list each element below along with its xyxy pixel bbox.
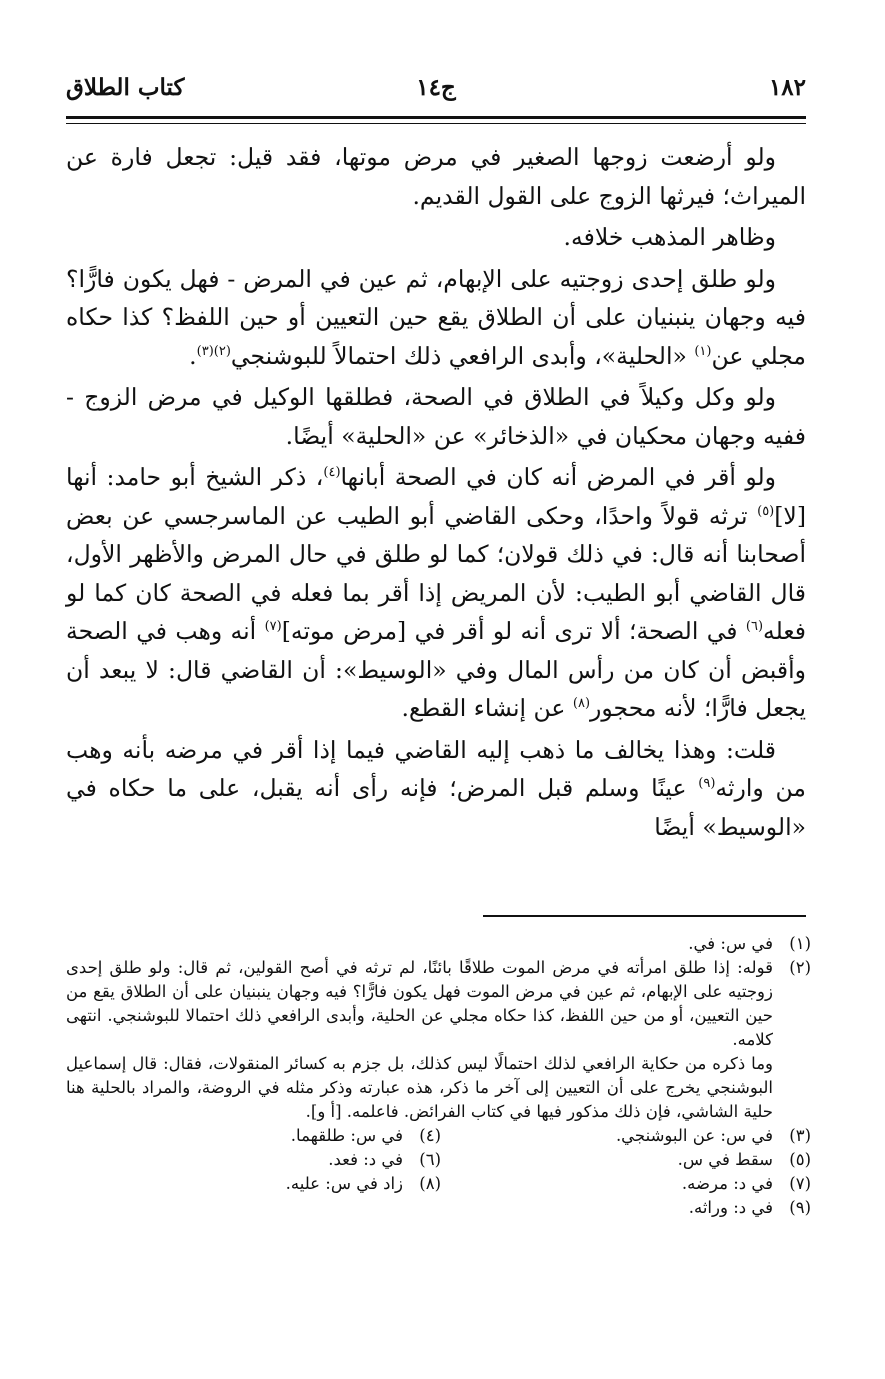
text-run: ولو أرضعت زوجها الصغير في مرض موتها، فقد قيل: تجعل فارة عن الميراث؛ فيرثها الزوج على القول القديم.	[66, 143, 806, 210]
paragraph	[66, 260, 806, 376]
paragraph	[66, 378, 806, 455]
footnote-6	[71, 1148, 441, 1172]
footnote-3	[441, 1124, 811, 1148]
header-volume: ج١٤	[416, 74, 456, 101]
footnote-text: في د: وراثه.	[688, 1198, 773, 1217]
footnote-number: (٤)	[419, 1126, 441, 1145]
footnote-text: في س: طلقهما.	[290, 1126, 403, 1145]
footnote-9	[441, 1196, 811, 1220]
text-run: عن إنشاء القطع.	[401, 694, 573, 722]
footnote-ref[interactable]: (٦)	[745, 619, 764, 634]
text-run: .	[189, 341, 197, 370]
footnote-paragraph: قوله: إذا طلق امرأته في مرض الموت طلاقًا بائنًا، لم ترثه في أصح القولين، ثم قال: ولو طلق إحدى زوجتيه على الإبهام، ثم عين في مرض الموت فهل يكون فارًّا؟ فيه وجهان ينبنيان على أن الطلاق يقع من حين التعيين، أو من حين اللفظ، كذا حكاه مجلي عن الحلية، وأبدى الرافعي ذلك احتمالا للبوشنجي. انتهى كلامه.	[66, 958, 773, 1049]
footnote-2	[66, 956, 811, 1124]
paragraph	[66, 218, 806, 257]
footnote-text: في س: في.	[688, 934, 773, 953]
main-text	[66, 138, 806, 898]
header-page-number: ١٨٢	[768, 74, 806, 101]
paragraph	[66, 138, 806, 215]
text-run: في الصحة؛ ألا ترى أنه لو أقر في [مرض موته]	[281, 617, 746, 645]
footnote-text: في د: فعد.	[328, 1150, 403, 1169]
footnote-ref[interactable]: (١)	[694, 343, 712, 359]
text-run: قلت: وهذا يخالف ما ذهب إليه القاضي فيما إذا أقر في مرضه بأنه وهب من وارثه	[66, 735, 806, 802]
footnote-ref[interactable]: (٩)	[698, 776, 716, 791]
footnote-8	[71, 1172, 441, 1196]
header-rule-thin	[66, 123, 806, 124]
footnote-ref[interactable]: (٤)	[323, 465, 341, 480]
footnote-ref[interactable]: (٨)	[572, 696, 591, 711]
footnote-7	[441, 1172, 811, 1196]
header-book-title: كتاب الطلاق	[66, 74, 185, 101]
footnote-text: في د: مرضه.	[681, 1174, 773, 1193]
footnote-text: زاد في س: عليه.	[285, 1174, 403, 1193]
paragraph	[66, 731, 806, 847]
footnote-text	[66, 956, 773, 1124]
footnotes	[66, 932, 811, 1312]
footnote-number: (٩)	[789, 1198, 811, 1217]
text-run: أنه وهب في الصحة وأقبض أن كان من رأس المال وفي «الوسيط»: أن القاضي قال: لا يبعد أن يجعل فارًّا؛ لأنه محجور	[66, 617, 806, 722]
footnote-5	[441, 1148, 811, 1172]
text-run: ترثه قولاً واحدًا، وحكى القاضي أبو الطيب عن الماسرجسي عن بعض أصحابنا أنه قال: في ذلك قولان؛ كما لو طلق في حال المرض والأظهر الأول، قال القاضي أبو الطيب: لأن المريض إذا أقر بما فعله في الصحة كان كما لو فعله	[66, 501, 806, 645]
footnote-number: (٦)	[419, 1150, 441, 1169]
footnote-4	[71, 1124, 441, 1148]
footnote-ref[interactable]: (٥)	[757, 503, 775, 519]
text-run: ولو طلق إحدى زوجتيه على الإبهام، ثم عين في المرض - فهل يكون فارًّا؟ فيه وجهان ينبنيان على أن الطلاق يقع حين التعيين أو حين اللفظ؟ كذا حكاه مجلي عن	[66, 264, 806, 370]
text-run: عينًا وسلم قبل المرض؛ فإنه رأى أنه يقبل، على ما حكاه في «الوسيط» أيضًا	[66, 774, 806, 841]
text-run: ولو وكل وكيلاً في الطلاق في الصحة، فطلقها الوكيل في مرض الزوج - ففيه وجهان محكيان في «الذخائر» عن «الحلية» أيضًا.	[66, 383, 806, 450]
footnote-ref[interactable]: (٧)	[264, 619, 282, 634]
footnote-1	[66, 932, 811, 956]
footnote-number: (٣)	[789, 1126, 811, 1145]
text-run: «الحلية»، وأبدى الرافعي ذلك احتمالاً للبوشنجي	[230, 341, 695, 370]
header-rule-thick	[66, 116, 806, 119]
footnote-text: سقط في س.	[677, 1150, 773, 1169]
footnote-number: (٧)	[789, 1174, 811, 1193]
footnote-text: في س: عن البوشنجي.	[615, 1126, 773, 1145]
text-run: ، ذكر الشيخ أبو حامد: أنها [لا]	[66, 463, 806, 530]
text-run: ولو أقر في المرض أنه كان في الصحة أبانها	[340, 463, 776, 491]
text-run: وظاهر المذهب خلافه.	[563, 223, 776, 251]
paragraph	[66, 458, 806, 728]
footnote-paragraph: وما ذكره من حكاية الرافعي لذلك احتمالًا ليس كذلك، بل جزم به كسائر المنقولات، فقال: قال إسماعيل البوشنجي يخرج على أن التعيين إلى آخر ما ذكر، هذه عبارته وذكر مثله في الروضة، والمراد بالحلية هنا حلية الشاشي، فإن ذلك مذكور فيها في كتاب الفرائض. فاعلمه. [أ و].	[66, 1054, 773, 1121]
footnote-separator	[483, 915, 806, 917]
footnote-ref[interactable]: (٢)(٣)	[196, 343, 231, 359]
footnote-grid	[66, 1124, 811, 1220]
footnote-number: (٨)	[419, 1174, 441, 1193]
running-header	[66, 74, 806, 110]
footnote-number: (٢)	[789, 958, 811, 977]
footnote-number: (٥)	[789, 1150, 811, 1169]
footnote-number: (١)	[789, 934, 811, 953]
